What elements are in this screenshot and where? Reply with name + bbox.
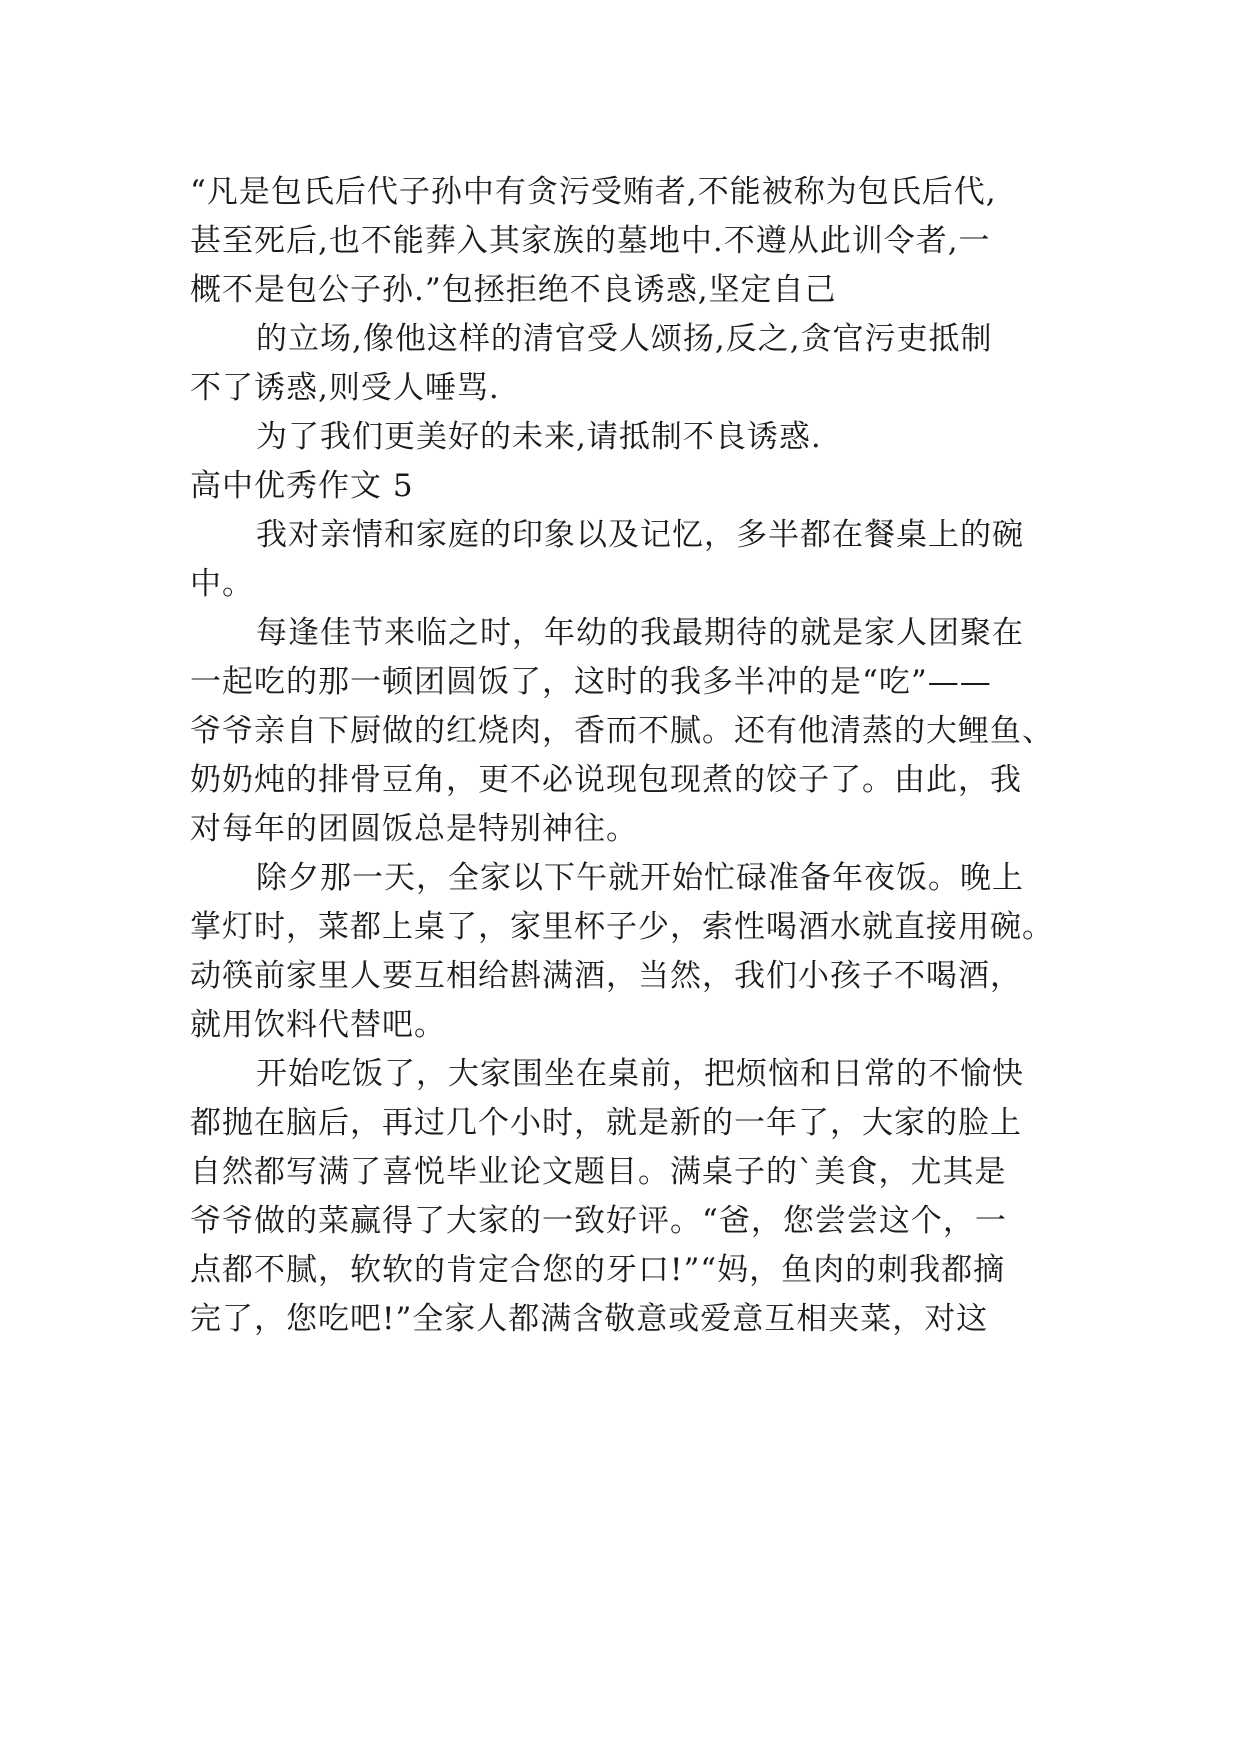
text-line: 就用饮料代替吧。: [190, 1007, 446, 1043]
text-line: 点都不腻，软软的肯定合您的牙口!”“妈，鱼肉的刺我都摘: [190, 1252, 1006, 1288]
text-line: 都抛在脑后，再过几个小时，就是新的一年了，大家的脸上: [190, 1105, 1022, 1141]
text-line: 概不是包公子孙.”包拯拒绝不良诱惑,坚定自己: [190, 272, 837, 308]
text-line: 不了诱惑,则受人唾骂.: [190, 370, 500, 406]
text-line: 爷爷亲自下厨做的红烧肉，香而不腻。还有他清蒸的大鲤鱼、: [190, 713, 1054, 749]
text-line: 每逢佳节来临之时，年幼的我最期待的就是家人团聚在: [256, 615, 1024, 651]
text-line: 的立场,像他这样的清官受人颂扬,反之,贪官污吏抵制: [256, 321, 993, 357]
text-line: 动筷前家里人要互相给斟满酒，当然，我们小孩子不喝酒，: [190, 958, 1022, 994]
text-line: 除夕那一天，全家以下午就开始忙碌准备年夜饭。晚上: [256, 860, 1024, 896]
text-line: 一起吃的那一顿团圆饭了，这时的我多半冲的是“吃”——: [190, 664, 992, 700]
text-line: 为了我们更美好的未来,请抵制不良诱惑.: [256, 419, 822, 455]
text-line: 开始吃饭了，大家围坐在桌前，把烦恼和日常的不愉快: [256, 1056, 1024, 1092]
text-line: 对每年的团圆饭总是特别神往。: [190, 811, 638, 847]
text-line: 自然都写满了喜悦毕业论文题目。满桌子的`美食，尤其是: [190, 1154, 1007, 1190]
text-line: “凡是包氏后代子孙中有贪污受贿者,不能被称为包氏后代,: [190, 174, 997, 210]
text-line: 甚至死后,也不能葬入其家族的墓地中.不遵从此训令者,一: [190, 223, 991, 259]
document-page: [190, 168, 1070, 1344]
text-line: 爷爷做的菜赢得了大家的一致好评。“爸，您尝尝这个，一: [190, 1203, 1007, 1239]
section-heading: 高中优秀作文 5: [190, 468, 414, 504]
text-line: 我对亲情和家庭的印象以及记忆，多半都在餐桌上的碗: [256, 517, 1024, 553]
text-line: 中。: [190, 566, 254, 602]
text-line: 奶奶炖的排骨豆角，更不必说现包现煮的饺子了。由此，我: [190, 762, 1022, 798]
text-line: 完了，您吃吧!”全家人都满含敬意或爱意互相夹菜，对这: [190, 1301, 989, 1337]
text-line: 掌灯时，菜都上桌了，家里杯子少，索性喝酒水就直接用碗。: [190, 909, 1054, 945]
